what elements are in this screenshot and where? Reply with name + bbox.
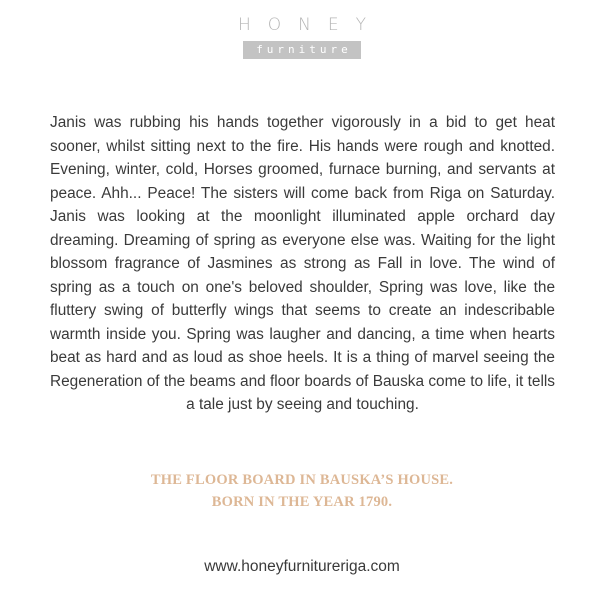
website-url: www.honeyfurnitureriga.com	[204, 558, 400, 575]
caption-line-2: BORN IN THE YEAR 1790.	[211, 494, 393, 510]
brand-name: HONEY	[237, 15, 383, 35]
story-paragraph: Janis was rubbing his hands together vigorously in a bid to get heat sooner, whilst sitting next to the fire. His hands were rough and knotted. Evening, winter, cold, Horses groomed, furnace burning, and servants at peace. Ahh... Peace! The sisters will come back from Riga on Saturday. Janis was looking at the moonlight illuminated apple orchard day dreaming. Dreaming of spring as everyone else was. Waiting for the light blossom fragrance of Jasmines as strong as Fall in love. The wind of spring as a touch on one's beloved shoulder, Spring was love, like the fluttery swing of butterfly wings that seems to create an indescribable warmth inside you. Spring was laugher and dancing, a time when hearts beat as hard and as loud as shoe heels. It is a thing of marvel seeing the Regeneration of the beams and floor boards of Bauska come to life, it tells a tale just by seeing and touching.	[50, 114, 555, 413]
caption-line-1: THE FLOOR BOARD IN BAUSKA’S HOUSE.	[150, 472, 454, 488]
brand-tagline: furniture	[243, 41, 361, 59]
floorboard-caption	[0, 469, 604, 513]
brand-logo	[0, 14, 604, 59]
